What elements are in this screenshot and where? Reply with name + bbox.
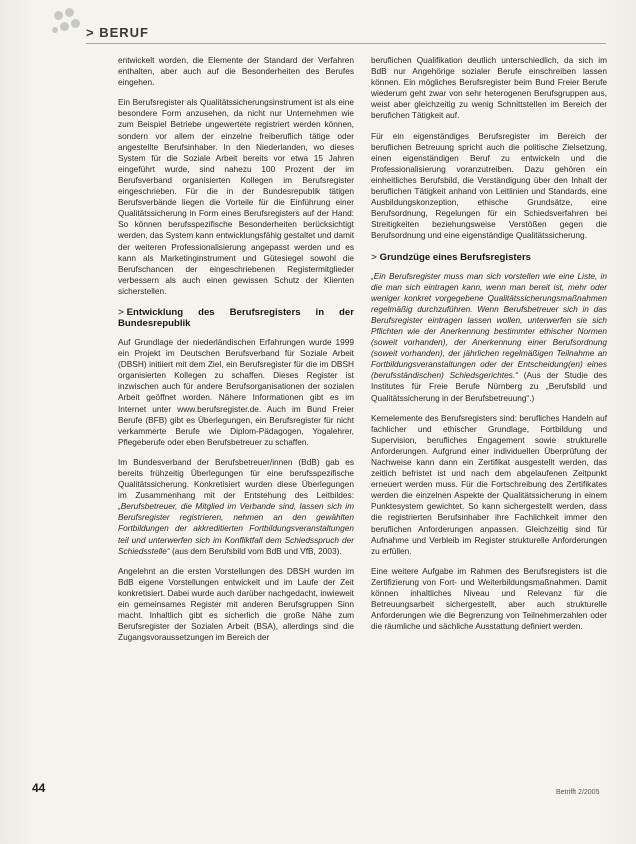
heading-text: Entwicklung des Berufsregisters in der Bundesrepublik (118, 306, 354, 329)
paragraph (118, 457, 354, 557)
paragraph: Kernelemente des Berufsregisters sind: berufliches Handeln auf fachlicher und ethischer Grundlage, Fortbildung und Supervision, berufliches Engagement sowie strukturelle Anforderungen. Aufgrund einer individuellen Überprüfung der Nachweise kann dann ein Zertifikat ausgestellt werden, das zeitlich befristet ist und nach dem abgelaufenen Zeitpunkt erneuert werden muss. Für die Fortschreibung des Zertifikates werden die einzelnen Aspekte der Qualitätssicherung in einem Punktesystem gewichtet. So kann sichergestellt werden, dass die registrierten Berufsinhaber ihre Fachlichkeit immer den beruflichen Anforderungen anpassen. Gleichzeitig sind für Aufnahme und Verbleib im Register strukturelle Anforderungen zu erfüllen. (371, 412, 607, 556)
section-label: > BERUF (86, 25, 149, 40)
header-divider (86, 43, 606, 44)
quoted-text: „Berufsbetreuer, die Mitglied im Verbande sind, lassen sich im Berufsregister registrieren, nehmen an den gewählten Fortbildungen der akkreditierten Fortbildungsveranstaltungen teil und unterwerfen sich im Konfliktfall dem Schiedsspruch der Schiedsstelle“ (118, 501, 354, 556)
arrow-icon: > (118, 306, 124, 318)
right-column (371, 55, 607, 641)
paragraph: beruflichen Qualifikation deutlich unterschiedlich, da sich im BdB nur Angehörige sozialer Berufe einschreiben lassen können. Ein mögliches Berufsregister beim Bund Freier Berufe wiederum geht zwar von sehr heterogenen Berufsgruppen aus, weist aber gleichzeitig zu wenig Schnittstellen im Bereich der berufichen Tätigkeit auf. (371, 55, 607, 121)
arrow-icon: > (371, 251, 377, 263)
citation-text: (Aus der Studie des Institutes für Freie Berufe Nürnberg zu „Berufsbild und Qualitätssicherung in der Berufsbetreuung“.) (371, 370, 607, 403)
paragraph-text: Im Bundesverband der Berufsbetreuer/innen (BdB) gab es bereits frühzeitig Überlegungen für eine berufsspezifische Qualitätssicherung. Konkretisiert wurden diese Überlegungen im Zusammenhang mit der Entstehung des Leitbildes: (118, 456, 354, 501)
block-quote (371, 271, 607, 404)
left-column (118, 55, 354, 652)
paragraph: entwickelt worden, die Elemente der Standard der Verfahren enthalten, aber auch auf die Besonderheiten des Berufes eingehen. (118, 55, 354, 88)
quoted-text: „Ein Berufsregister muss man sich vorstellen wie eine Liste, in die man sich eintragen kann, wenn man bereit ist, mehr oder weniger konkret vorgegebene Qualitätssicherungsmaßnahmen regelmäßig durchzuführen. Wenn Berufsbetreuer sich in das Berufsregister eintragen lassen wollen, unterwerfen sie sich Pflichten wie der Anerkennung bestimmter ethischer Normen (soweit vorhanden), der Anerkennung einer Berufsordnung (soweit vorhanden), der jährlichen regelmäßigen Teilnahme an Fortbildungsveranstaltungen oder der Entscheidung(en) eines (berufsständischen) Schiedsgerichtes.“ (371, 270, 607, 381)
citation-text: (aus dem Berufsbild vom BdB und VfB, 2003). (169, 545, 342, 556)
section-heading (118, 307, 354, 329)
page-number: 44 (32, 781, 46, 795)
paragraph: Ein Berufsregister als Qualitätssicherungsinstrument ist als eine besondere Form anzusehen, da nicht nur Unternehmen wie zum Beispiel Betriebe ungewertete registriert werden können, sondern vor allem der einzelne freiberuflich tätige oder angestellte Berufsinhaber. In den Niederlanden, wo dieses System für die Soziale Arbeit bereits vor etwa 15 Jahren eingeführt wurde, sind nahezu 100 Prozent der im Berufsverband organisierten Kollegen im Berufsregister eingeschrieben. Für die in der Bundesrepublik tätigen Berufsverbände liegen die Vorteile für die Einführung einer Qualitätssicherung in Form eines Berufsregisters auf der Hand: So können berufsspezifische Besonderheiten berücksichtigt werden, das System kann entwicklungsfähig gestaltet und damit der weiteren Professionalisierung angepasst werden und es kann als Marketinginstrument und Gütesiegel sowohl die Berufschancen der eingeschriebenen Registermitglieder verbessern als auch einen gewissen Schutz der Klienten sicherstellen. (118, 97, 354, 296)
paragraph: Für ein eigenständiges Berufsregister im Bereich der beruflichen Betreuung spricht auch die politische Zielsetzung, einen eigenständigen Beruf zu entwickeln und die Professionalisierung voranzutreiben. Dazu gehören ein einheitliches Berufsbild, die Verständigung über den Inhalt der beruflichen Tätigkeit anhand von Leitlinien und Standards, eine Ausbildungskonzeption, ethische Grundsätze, eine Berufsordnung, Regelungen für ein Schiedsverfahren bei Streitigkeiten beziehungsweise Verstößen gegen die Berufsordnung und eine eigenständige Qualitätssicherung. (371, 130, 607, 241)
heading-text: Grundzüge eines Berufsregisters (379, 251, 532, 263)
paragraph: Eine weitere Aufgabe im Rahmen des Berufsregisters ist die Zertifizierung von Fort- und Weiterbildungsmaßnahmen. Damit können inhaltliches Niveau und Relevanz für die Betreuungsarbeit sichergestellt, aber auch strukturelle Anforderungen wie die Begrenzung von Teilnehmerzahlen oder die räumliche und sächliche Ausstattung definiert werden. (371, 565, 607, 632)
decorative-dots-logo (52, 8, 82, 38)
issue-label: Betrifft 2/2005 (556, 789, 600, 796)
paragraph: Auf Grundlage der niederländischen Erfahrungen wurde 1999 ein Projekt im Deutschen Berufsverband für Soziale Arbeit (DBSH) initiiert mit dem Ziel, ein Berufsregister für die im DBSH organisierten Kollegen zu schaffen. Dieses Register ist inzwischen auch für andere Berufsorganisationen der sozialen Arbeit geöffnet worden. Nähere Informationen gibt es im Internet unter www.berufsregister.de. Auch im Bund Freier Berufe (BFB) gibt es Überlegungen, ein Berufsregister für nicht verkammerte Berufe wie Diplom-Pädagogen, Yogalehrer, Pflegeberufe oder eben Berufsbetreuer zu schaffen. (118, 336, 354, 447)
paragraph: Angelehnt an die ersten Vorstellungen des DBSH wurden im BdB eigene Vorstellungen entwickelt und im Laufe der Zeit konkretisiert. Dabei wurde auch darüber nachgedacht, inwieweit ein gemeinsames Register mit anderen Berufsgruppen Sinn macht. Inhaltlich gibt es sicherlich die große Nähe zum Berufsregister der Sozialen Arbeit (BSA), allerdings sind die Zugangsvoraussetzungen im Bereich der (118, 565, 354, 643)
section-heading (371, 252, 607, 263)
